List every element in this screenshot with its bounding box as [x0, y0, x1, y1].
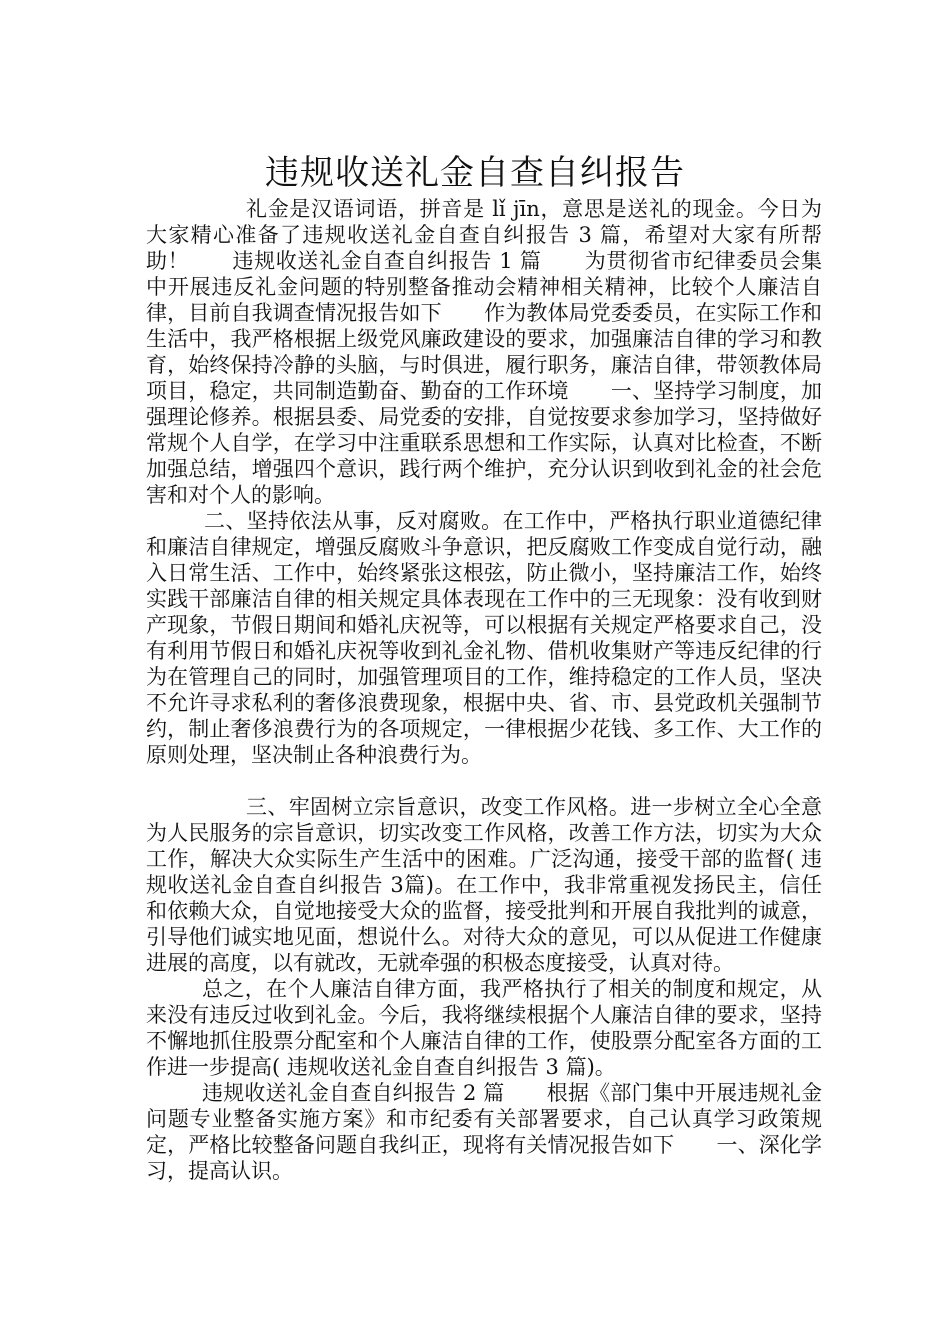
paragraph-summary: 总之，在个人廉洁自律方面，我严格执行了相关的制度和规定，从来没有违反过收到礼金。今后，我将继续根据个人廉洁自律的要求，坚持不懈地抓住股票分配室和个人廉洁自律的工作，使股票分配室各方面的工作进一步提高( 违规收送礼金自查自纠报告 3 篇)。 [146, 977, 822, 1079]
paragraph-report-two: 违规收送礼金自查自纠报告 2 篇 根据《部门集中开展违规礼金问题专业整备实施方案》和市纪委有关部署要求，自己认真学习政策规定，严格比较整备问题自我纠正，现将有关情况报告如下 一、深化学习，提高认识。 [146, 1081, 822, 1183]
document-title: 违规收送礼金自查自纠报告 [265, 152, 685, 193]
document-body [146, 196, 822, 1184]
paragraph-three: 三、牢固树立宗旨意识，改变工作风格。进一步树立全心全意为人民服务的宗旨意识，切实改变工作风格，改善工作方法，切实为大众工作，解决大众实际生产生活中的困难。广泛沟通，接受干部的监督( 违规收送礼金自查自纠报告 3篇)。在工作中，我非常重视发扬民主，信任和依赖大众，自觉地接受大众的监督，接受批判和开展自我批判的诚意，引导他们诚实地见面，想说什么。对待大众的意见，可以从促进工作健康进展的高度，以有就改，无就牵强的积极态度接受，认真对待。 [146, 795, 822, 975]
paragraph-spacer [146, 768, 822, 794]
paragraph-two: 二、坚持依法从事，反对腐败。在工作中，严格执行职业道德纪律和廉洁自律规定，增强反腐败斗争意识，把反腐败工作变成自觉行动，融入日常生活、工作中，始终紧张这根弦，防止微小，坚持廉洁工作，始终实践干部廉洁自律的相关规定具体表现在工作中的三无现象：没有收到财产现象，节假日期间和婚礼庆祝等，可以根据有关规定严格要求自己，没有利用节假日和婚礼庆祝等收到礼金礼物、借机收集财产等违反纪律的行为在管理自己的同时，加强管理项目的工作，维持稳定的工作人员，坚决不允许寻求私利的奢侈浪费现象，根据中央、省、市、县党政机关强制节约，制止奢侈浪费行为的各项规定，一律根据少花钱、多工作、大工作的原则处理，坚决制止各种浪费行为。 [146, 509, 822, 767]
paragraph-intro: 礼金是汉语词语，拼音是 lǐ jīn，意思是送礼的现金。今日为大家精心准备了违规收送礼金自查自纠报告 3 篇，希望对大家有所帮助！ 违规收送礼金自查自纠报告 1 篇 为贯彻省市纪律委员会集中开展违反礼金问题的特别整备推动会精神相关精神，比较个人廉洁自律，目前自我调查情况报告如下 作为教体局党委委员，在实际工作和生活中，我严格根据上级党风廉政建设的要求，加强廉洁自律的学习和教育，始终保持冷静的头脑，与时俱进，履行职务，廉洁自律，带领教体局项目，稳定，共同制造勤奋、勤奋的工作环境 一、坚持学习制度，加强理论修养。根据县委、局党委的安排，自觉按要求参加学习，坚持做好常规个人自学，在学习中注重联系思想和工作实际，认真对比检查，不断加强总结，增强四个意识，践行两个维护，充分认识到收到礼金的社会危害和对个人的影响。 [146, 197, 822, 507]
